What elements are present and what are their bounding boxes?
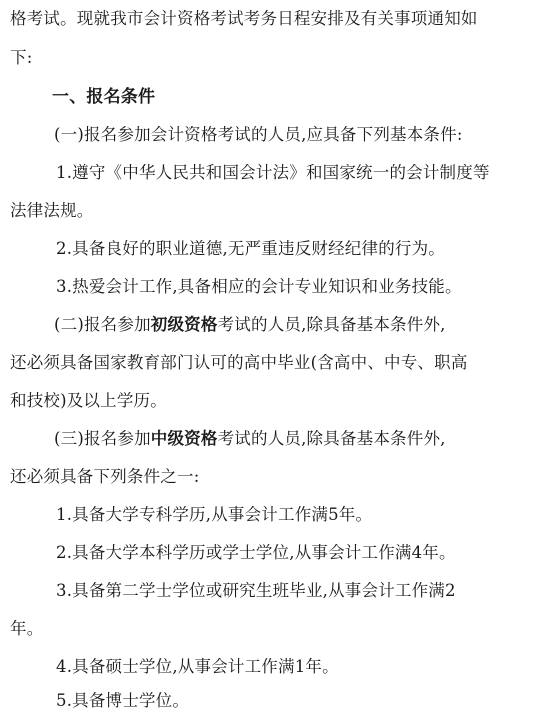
junior-qualification-cont-1: 还必须具备国家教育部门认可的高中毕业(含高中、中专、职高 (10, 353, 468, 372)
basic-condition-1: 1.遵守《中华人民共和国会计法》和国家统一的会计制度等 (56, 163, 490, 182)
intermediate-condition-3-cont: 年。 (10, 619, 44, 638)
basic-condition-2: 2.具备良好的职业道德,无严重违反财经纪律的行为。 (56, 239, 445, 258)
basic-condition-1-cont: 法律法规。 (10, 201, 94, 220)
intermediate-condition-5: 5.具备博士学位。 (56, 691, 190, 710)
subsection-intermediate-qualification (54, 428, 541, 450)
intermediate-condition-1: 1.具备大学专科学历,从事会计工作满5年。 (56, 505, 373, 524)
junior-qualification-bold: 初级资格 (150, 315, 218, 334)
intermediate-post: 考试的人员,除具备基本条件外, (217, 429, 446, 448)
text-line-2: 下: (10, 48, 33, 67)
text-line-1: 格考试。现就我市会计资格考试考务日程安排及有关事项通知如 (10, 9, 478, 28)
intermediate-condition-2: 2.具备大学本科学历或学士学位,从事会计工作满4年。 (56, 543, 456, 562)
basic-condition-3: 3.热爱会计工作,具备相应的会计专业知识和业务技能。 (56, 277, 462, 296)
intermediate-condition-4: 4.具备硕士学位,从事会计工作满1年。 (56, 657, 339, 676)
section-heading-registration-conditions: 一、报名条件 (52, 87, 156, 107)
subsection-junior-qualification (54, 314, 541, 336)
intermediate-qualification-bold: 中级资格 (150, 429, 218, 448)
subsection-basic-conditions: (一)报名参加会计资格考试的人员,应具备下列基本条件: (54, 125, 463, 144)
intermediate-pre: (三)报名参加 (54, 429, 151, 448)
junior-qualification-cont-2: 和技校)及以上学历。 (10, 391, 167, 410)
junior-pre: (二)报名参加 (54, 315, 151, 334)
intermediate-condition-3: 3.具备第二学士学位或研究生班毕业,从事会计工作满2 (56, 581, 456, 600)
intermediate-qualification-cont: 还必须具备下列条件之一: (10, 467, 200, 486)
junior-post: 考试的人员,除具备基本条件外, (217, 315, 446, 334)
